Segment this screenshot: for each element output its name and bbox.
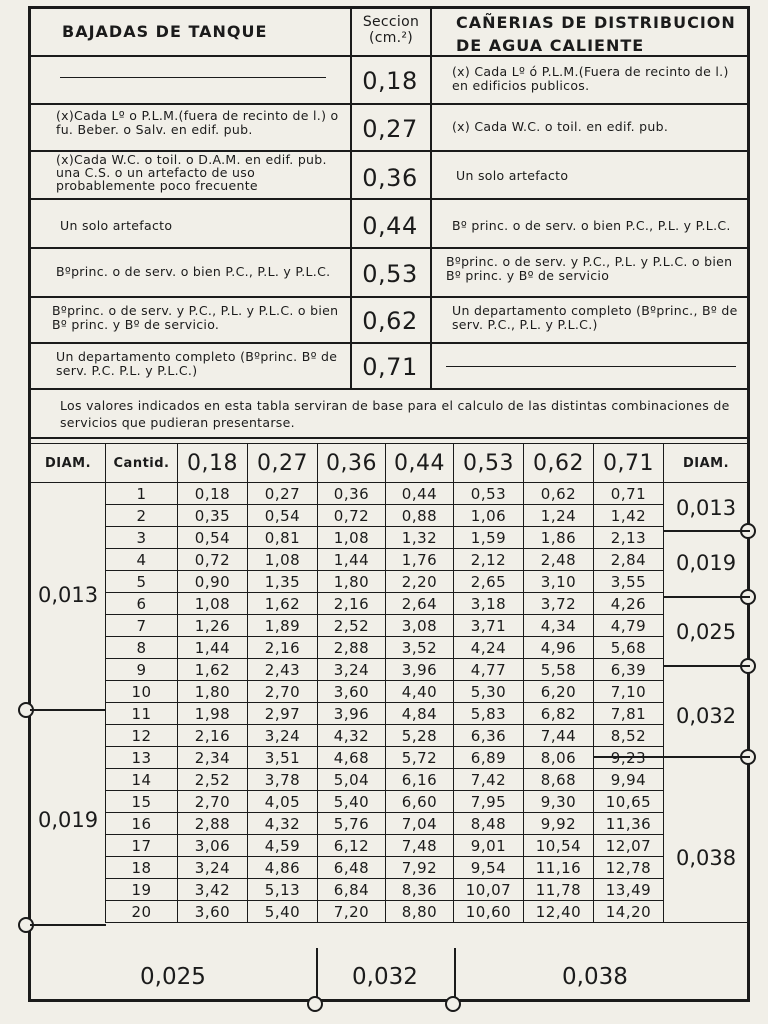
left-text: Un solo artefacto (60, 218, 173, 233)
value-cell: 2,12 (454, 549, 524, 571)
value-cell: 3,60 (178, 901, 248, 923)
value-cell: 6,20 (524, 681, 594, 703)
value-cell: 4,24 (454, 637, 524, 659)
value-cell: 7,44 (524, 725, 594, 747)
table-row (31, 637, 749, 659)
quantity-cell: 17 (106, 835, 178, 857)
value-cell: 8,48 (454, 813, 524, 835)
value-cell: 9,01 (454, 835, 524, 857)
value-cell: 6,60 (386, 791, 454, 813)
value-cell: 1,62 (248, 593, 318, 615)
junction-circle (445, 996, 461, 1012)
value-cell: 13,49 (594, 879, 664, 901)
table-row (31, 791, 749, 813)
value-cell: 0,27 (248, 483, 318, 505)
section-value: 0,44 (362, 212, 418, 240)
value-cell: 0,72 (318, 505, 386, 527)
boundary-line (454, 948, 456, 998)
value-cell: 11,36 (594, 813, 664, 835)
value-cell: 12,78 (594, 857, 664, 879)
value-cell: 2,16 (318, 593, 386, 615)
value-cell: 3,24 (178, 857, 248, 879)
value-cell: 8,06 (524, 747, 594, 769)
left-text: Bºprinc. o de serv. o bien P.C., P.L. y P.L.C. (56, 264, 331, 279)
table-row (31, 879, 749, 901)
value-cell: 1,35 (248, 571, 318, 593)
value-cell: 0,54 (248, 505, 318, 527)
value-cell: 5,72 (386, 747, 454, 769)
note-text: Los valores indicados en esta tabla serviran de base para el calculo de las distintas combinaciones de servicios que pudieran presentarse. (60, 398, 730, 430)
table-row (31, 901, 749, 923)
blank-line (60, 77, 326, 78)
table-row (31, 703, 749, 725)
value-cell: 14,20 (594, 901, 664, 923)
canerias-header-2: DE AGUA CALIENTE (456, 36, 645, 55)
quantity-cell: 13 (106, 747, 178, 769)
divider (30, 388, 748, 390)
value-cell: 10,65 (594, 791, 664, 813)
value-cell: 0,62 (524, 483, 594, 505)
left-text: Un departamento completo (Bºprinc. Bº de serv. P.C. P.L. y P.L.C.) (56, 349, 338, 378)
value-cell: 2,88 (178, 813, 248, 835)
boundary-line (30, 709, 106, 711)
right-diam-label: 0,032 (676, 704, 737, 728)
quantity-cell: 8 (106, 637, 178, 659)
value-cell: 3,42 (178, 879, 248, 901)
value-cell: 2,65 (454, 571, 524, 593)
quantity-cell: 4 (106, 549, 178, 571)
value-cell: 4,32 (248, 813, 318, 835)
table-row (31, 505, 749, 527)
value-cell: 1,76 (386, 549, 454, 571)
value-cell: 4,40 (386, 681, 454, 703)
value-cell: 5,04 (318, 769, 386, 791)
right-diam-label: 0,019 (676, 551, 737, 575)
value-cell: 2,70 (178, 791, 248, 813)
value-cell: 4,77 (454, 659, 524, 681)
section-value: 0,62 (362, 307, 418, 335)
value-cell: 1,24 (524, 505, 594, 527)
boundary-line (664, 530, 750, 532)
right-diam-label: 0,025 (676, 620, 737, 644)
boundary-line (664, 665, 750, 667)
value-cell: 4,96 (524, 637, 594, 659)
value-cell: 5,58 (524, 659, 594, 681)
value-cell: 7,81 (594, 703, 664, 725)
table-row (31, 483, 749, 505)
value-cell: 1,89 (248, 615, 318, 637)
right-diam-label: 0,038 (676, 846, 737, 870)
quantity-cell: 16 (106, 813, 178, 835)
left-diam-cell (31, 483, 106, 923)
quantity-cell: 20 (106, 901, 178, 923)
right-text (446, 350, 736, 351)
bottom-diam-label: 0,032 (352, 964, 418, 990)
value-cell: 3,60 (318, 681, 386, 703)
value-cell: 0,53 (454, 483, 524, 505)
canerias-header-1: CAÑERIAS DE DISTRIBUCION (456, 13, 736, 32)
value-cell: 4,59 (248, 835, 318, 857)
section-value: 0,36 (362, 164, 418, 192)
divider (30, 296, 748, 298)
value-cell: 1,62 (178, 659, 248, 681)
boundary-line (664, 596, 750, 598)
value-cell: 6,48 (318, 857, 386, 879)
value-cell: 6,39 (594, 659, 664, 681)
value-cell: 4,79 (594, 615, 664, 637)
value-cell: 0,71 (594, 483, 664, 505)
quantity-cell: 18 (106, 857, 178, 879)
value-cell: 5,13 (248, 879, 318, 901)
value-cell: 2,16 (248, 637, 318, 659)
value-cell: 2,97 (248, 703, 318, 725)
value-cell: 9,92 (524, 813, 594, 835)
value-cell: 9,30 (524, 791, 594, 813)
boundary-line (30, 924, 106, 926)
table-row (31, 769, 749, 791)
value-cell: 7,48 (386, 835, 454, 857)
distribution-table (30, 443, 749, 923)
quantity-cell: 19 (106, 879, 178, 901)
quantity-cell: 6 (106, 593, 178, 615)
value-cell: 1,80 (318, 571, 386, 593)
divider (30, 437, 748, 439)
value-cell: 2,13 (594, 527, 664, 549)
quantity-cell: 7 (106, 615, 178, 637)
diam-header: DIAM. (31, 444, 106, 483)
value-cell: 2,34 (178, 747, 248, 769)
value-cell: 0,90 (178, 571, 248, 593)
value-cell: 0,72 (178, 549, 248, 571)
value-cell: 3,51 (248, 747, 318, 769)
value-cell: 5,30 (454, 681, 524, 703)
value-cell: 7,20 (318, 901, 386, 923)
boundary-line (316, 948, 318, 998)
value-cell: 2,70 (248, 681, 318, 703)
value-cell: 12,40 (524, 901, 594, 923)
value-cell: 12,07 (594, 835, 664, 857)
value-cell: 1,42 (594, 505, 664, 527)
right-diam-label: 0,013 (676, 496, 737, 520)
value-cell: 1,44 (178, 637, 248, 659)
quantity-cell: 1 (106, 483, 178, 505)
value-cell: 8,36 (386, 879, 454, 901)
value-cell: 5,83 (454, 703, 524, 725)
value-cell: 3,18 (454, 593, 524, 615)
right-text: Un solo artefacto (456, 168, 569, 183)
value-cell: 1,32 (386, 527, 454, 549)
value-cell: 0,36 (318, 483, 386, 505)
value-cell: 4,05 (248, 791, 318, 813)
value-cell: 7,95 (454, 791, 524, 813)
right-text: Un departamento completo (Bºprinc., Bº de serv. P.C., P.L. y P.L.C.) (452, 303, 738, 332)
value-cell: 3,78 (248, 769, 318, 791)
column-header: 0,71 (594, 444, 664, 483)
table-row (31, 681, 749, 703)
column-header: 0,44 (386, 444, 454, 483)
table-row (31, 549, 749, 571)
value-cell: 3,06 (178, 835, 248, 857)
left-text: Bºprinc. o de serv. y P.C., P.L. y P.L.C. o bien Bº princ. y Bº de servicio. (52, 303, 339, 332)
value-cell: 4,84 (386, 703, 454, 725)
quantity-cell: 2 (106, 505, 178, 527)
value-cell: 1,80 (178, 681, 248, 703)
quantity-cell: 14 (106, 769, 178, 791)
value-cell: 1,08 (318, 527, 386, 549)
cantid-header: Cantid. (106, 444, 178, 483)
right-text: (x) Cada Lº ó P.L.M.(Fuera de recinto de l.) en edificios publicos. (452, 64, 729, 93)
value-cell: 0,81 (248, 527, 318, 549)
right-text: Bº princ. o de serv. o bien P.C., P.L. y P.L.C. (452, 218, 731, 233)
value-cell: 3,72 (524, 593, 594, 615)
value-cell: 10,54 (524, 835, 594, 857)
value-cell: 2,43 (248, 659, 318, 681)
diam-header-right: DIAM. (664, 444, 749, 483)
value-cell: 0,35 (178, 505, 248, 527)
column-header: 0,62 (524, 444, 594, 483)
value-cell: 7,04 (386, 813, 454, 835)
table-row (31, 725, 749, 747)
value-cell: 1,98 (178, 703, 248, 725)
value-cell: 11,78 (524, 879, 594, 901)
value-cell: 4,34 (524, 615, 594, 637)
value-cell: 5,68 (594, 637, 664, 659)
value-cell: 3,96 (386, 659, 454, 681)
value-cell: 4,26 (594, 593, 664, 615)
value-cell: 1,59 (454, 527, 524, 549)
value-cell: 2,52 (318, 615, 386, 637)
quantity-cell: 5 (106, 571, 178, 593)
left-text: (x)Cada Lº o P.L.M.(fuera de recinto de l.) o fu. Beber. o Salv. en edif. pub. (56, 108, 339, 137)
table-row (31, 857, 749, 879)
value-cell: 0,18 (178, 483, 248, 505)
value-cell: 2,84 (594, 549, 664, 571)
value-cell: 10,60 (454, 901, 524, 923)
divider (30, 247, 748, 249)
value-cell: 3,55 (594, 571, 664, 593)
right-text: (x) Cada W.C. o toil. en edif. pub. (452, 119, 669, 134)
value-cell: 5,40 (248, 901, 318, 923)
right-text: Bºprinc. o de serv. y P.C., P.L. y P.L.C. o bien Bº princ. y Bº de servicio (446, 254, 733, 283)
value-cell: 6,36 (454, 725, 524, 747)
value-cell: 1,08 (248, 549, 318, 571)
value-cell: 8,80 (386, 901, 454, 923)
value-cell: 3,08 (386, 615, 454, 637)
value-cell: 3,96 (318, 703, 386, 725)
table-row (31, 835, 749, 857)
value-cell: 7,10 (594, 681, 664, 703)
divider (30, 198, 748, 200)
value-cell: 4,68 (318, 747, 386, 769)
value-cell: 2,48 (524, 549, 594, 571)
value-cell: 8,68 (524, 769, 594, 791)
value-cell: 3,52 (386, 637, 454, 659)
table-row (31, 593, 749, 615)
value-cell: 2,88 (318, 637, 386, 659)
bajadas-header: BAJADAS DE TANQUE (62, 22, 268, 41)
table-row (31, 527, 749, 549)
section-value: 0,53 (362, 260, 418, 288)
value-cell: 3,24 (248, 725, 318, 747)
column-header: 0,27 (248, 444, 318, 483)
value-cell: 9,94 (594, 769, 664, 791)
quantity-cell: 12 (106, 725, 178, 747)
quantity-cell: 15 (106, 791, 178, 813)
value-cell: 3,24 (318, 659, 386, 681)
value-cell: 1,44 (318, 549, 386, 571)
bottom-diam-label: 0,025 (140, 964, 206, 990)
value-cell: 1,06 (454, 505, 524, 527)
value-cell: 4,86 (248, 857, 318, 879)
left-text: (x)Cada W.C. o toil. o D.A.M. en edif. pub. una C.S. o un artefacto de uso probablemente poco frecuente (56, 152, 327, 193)
divider (30, 342, 748, 344)
value-cell: 7,92 (386, 857, 454, 879)
value-cell: 10,07 (454, 879, 524, 901)
table-row (31, 813, 749, 835)
left-diam-label: 0,019 (38, 808, 99, 832)
value-cell: 6,89 (454, 747, 524, 769)
value-cell: 2,20 (386, 571, 454, 593)
table-row (31, 659, 749, 681)
value-cell: 4,32 (318, 725, 386, 747)
left-text (60, 60, 340, 61)
quantity-cell: 9 (106, 659, 178, 681)
left-diam-label: 0,013 (38, 583, 99, 607)
value-cell: 2,64 (386, 593, 454, 615)
bottom-diam-label: 0,038 (562, 964, 628, 990)
divider (30, 55, 748, 57)
value-cell: 3,10 (524, 571, 594, 593)
value-cell: 0,88 (386, 505, 454, 527)
value-cell: 2,16 (178, 725, 248, 747)
section-value: 0,71 (362, 353, 418, 381)
value-cell: 6,12 (318, 835, 386, 857)
value-cell: 1,26 (178, 615, 248, 637)
column-header: 0,36 (318, 444, 386, 483)
column-header: 0,18 (178, 444, 248, 483)
table-row (31, 571, 749, 593)
section-value: 0,27 (362, 115, 418, 143)
value-cell: 0,54 (178, 527, 248, 549)
value-cell: 5,76 (318, 813, 386, 835)
column-header: 0,53 (454, 444, 524, 483)
value-cell: 5,40 (318, 791, 386, 813)
divider (30, 103, 748, 105)
value-cell: 1,86 (524, 527, 594, 549)
value-cell: 2,52 (178, 769, 248, 791)
value-cell: 6,16 (386, 769, 454, 791)
value-cell: 6,82 (524, 703, 594, 725)
value-cell: 7,42 (454, 769, 524, 791)
value-cell: 3,71 (454, 615, 524, 637)
quantity-cell: 11 (106, 703, 178, 725)
value-cell: 0,44 (386, 483, 454, 505)
value-cell: 11,16 (524, 857, 594, 879)
value-cell: 9,54 (454, 857, 524, 879)
boundary-line (594, 756, 750, 758)
seccion-header: Seccion (cm.²) (362, 14, 420, 46)
value-cell: 1,08 (178, 593, 248, 615)
blank-line (446, 366, 736, 367)
value-cell: 6,84 (318, 879, 386, 901)
section-value: 0,18 (362, 67, 418, 95)
value-cell: 5,28 (386, 725, 454, 747)
quantity-cell: 10 (106, 681, 178, 703)
value-cell: 8,52 (594, 725, 664, 747)
table-row (31, 615, 749, 637)
junction-circle (307, 996, 323, 1012)
quantity-cell: 3 (106, 527, 178, 549)
